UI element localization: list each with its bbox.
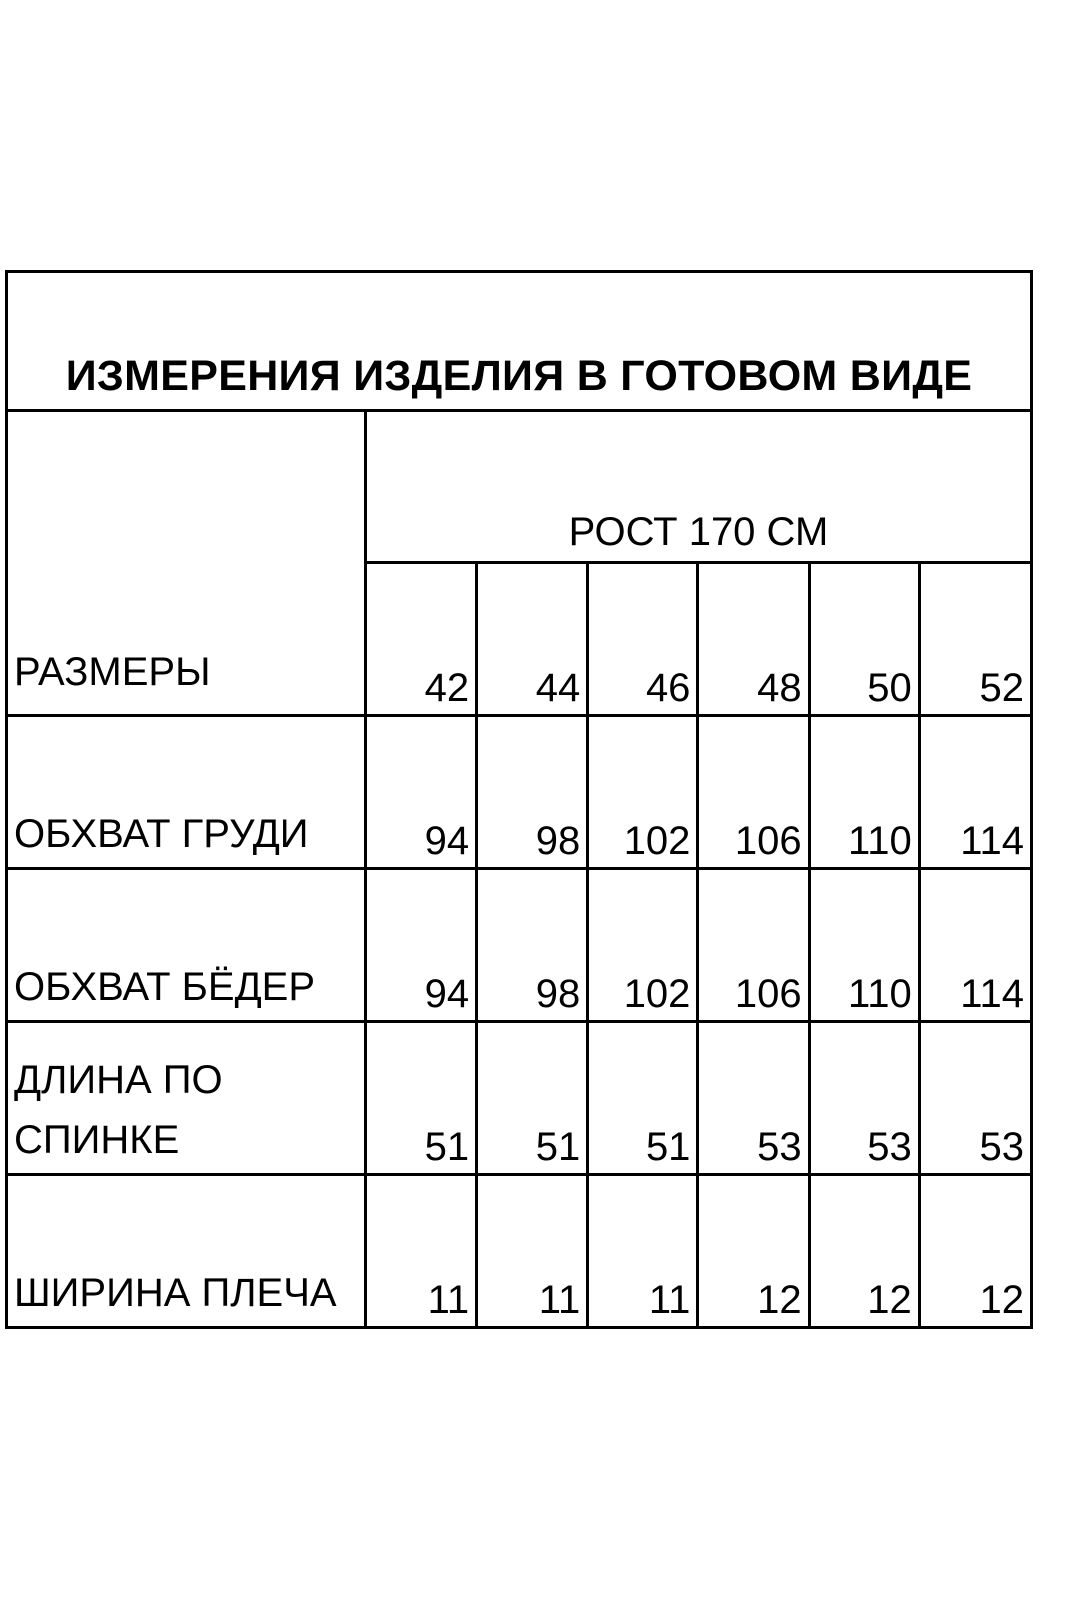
cell-value: 53 — [809, 1022, 919, 1175]
cell-value: 12 — [919, 1175, 1031, 1328]
row-label-sizes: РАЗМЕРЫ — [14, 650, 211, 694]
size-value: 48 — [698, 563, 809, 716]
row-label: ШИРИНА ПЛЕЧА — [7, 1175, 366, 1328]
height-row — [7, 411, 1032, 563]
cell-value: 12 — [698, 1175, 809, 1328]
row-label: ОБХВАТ ГРУДИ — [7, 716, 366, 869]
cell-value: 102 — [588, 869, 698, 1022]
cell-value: 114 — [919, 869, 1031, 1022]
cell-value: 106 — [698, 716, 809, 869]
table-title: ИЗМЕРЕНИЯ ИЗДЕЛИЯ В ГОТОВОМ ВИДЕ — [7, 272, 1032, 411]
size-value: 42 — [365, 563, 476, 716]
cell-value: 51 — [477, 1022, 588, 1175]
cell-value: 51 — [588, 1022, 698, 1175]
cell-value: 106 — [698, 869, 809, 1022]
size-value: 52 — [919, 563, 1031, 716]
size-chart-table — [5, 270, 1033, 1329]
cell-value: 12 — [809, 1175, 919, 1328]
cell-value: 51 — [365, 1022, 476, 1175]
cell-value: 110 — [809, 869, 919, 1022]
cell-value: 53 — [919, 1022, 1031, 1175]
height-label: РОСТ 170 СМ — [365, 411, 1031, 563]
cell-value: 53 — [698, 1022, 809, 1175]
cell-value: 98 — [477, 716, 588, 869]
table-row-hips — [7, 869, 1032, 1022]
cell-value: 94 — [365, 716, 476, 869]
cell-value: 114 — [919, 716, 1031, 869]
cell-value: 11 — [477, 1175, 588, 1328]
table-row-shoulder — [7, 1175, 1032, 1328]
cell-value: 11 — [588, 1175, 698, 1328]
cell-value: 110 — [809, 716, 919, 869]
cell-value: 102 — [588, 716, 698, 869]
table-row-back-length — [7, 1022, 1032, 1175]
size-value: 46 — [588, 563, 698, 716]
cell-value: 98 — [477, 869, 588, 1022]
cell-value: 94 — [365, 869, 476, 1022]
title-row — [7, 272, 1032, 411]
size-value: 44 — [477, 563, 588, 716]
cell-value: 11 — [365, 1175, 476, 1328]
table-row-chest — [7, 716, 1032, 869]
row-label: ДЛИНА ПО СПИНКЕ — [7, 1022, 366, 1175]
row-label: ОБХВАТ БЁДЕР — [7, 869, 366, 1022]
size-value: 50 — [809, 563, 919, 716]
